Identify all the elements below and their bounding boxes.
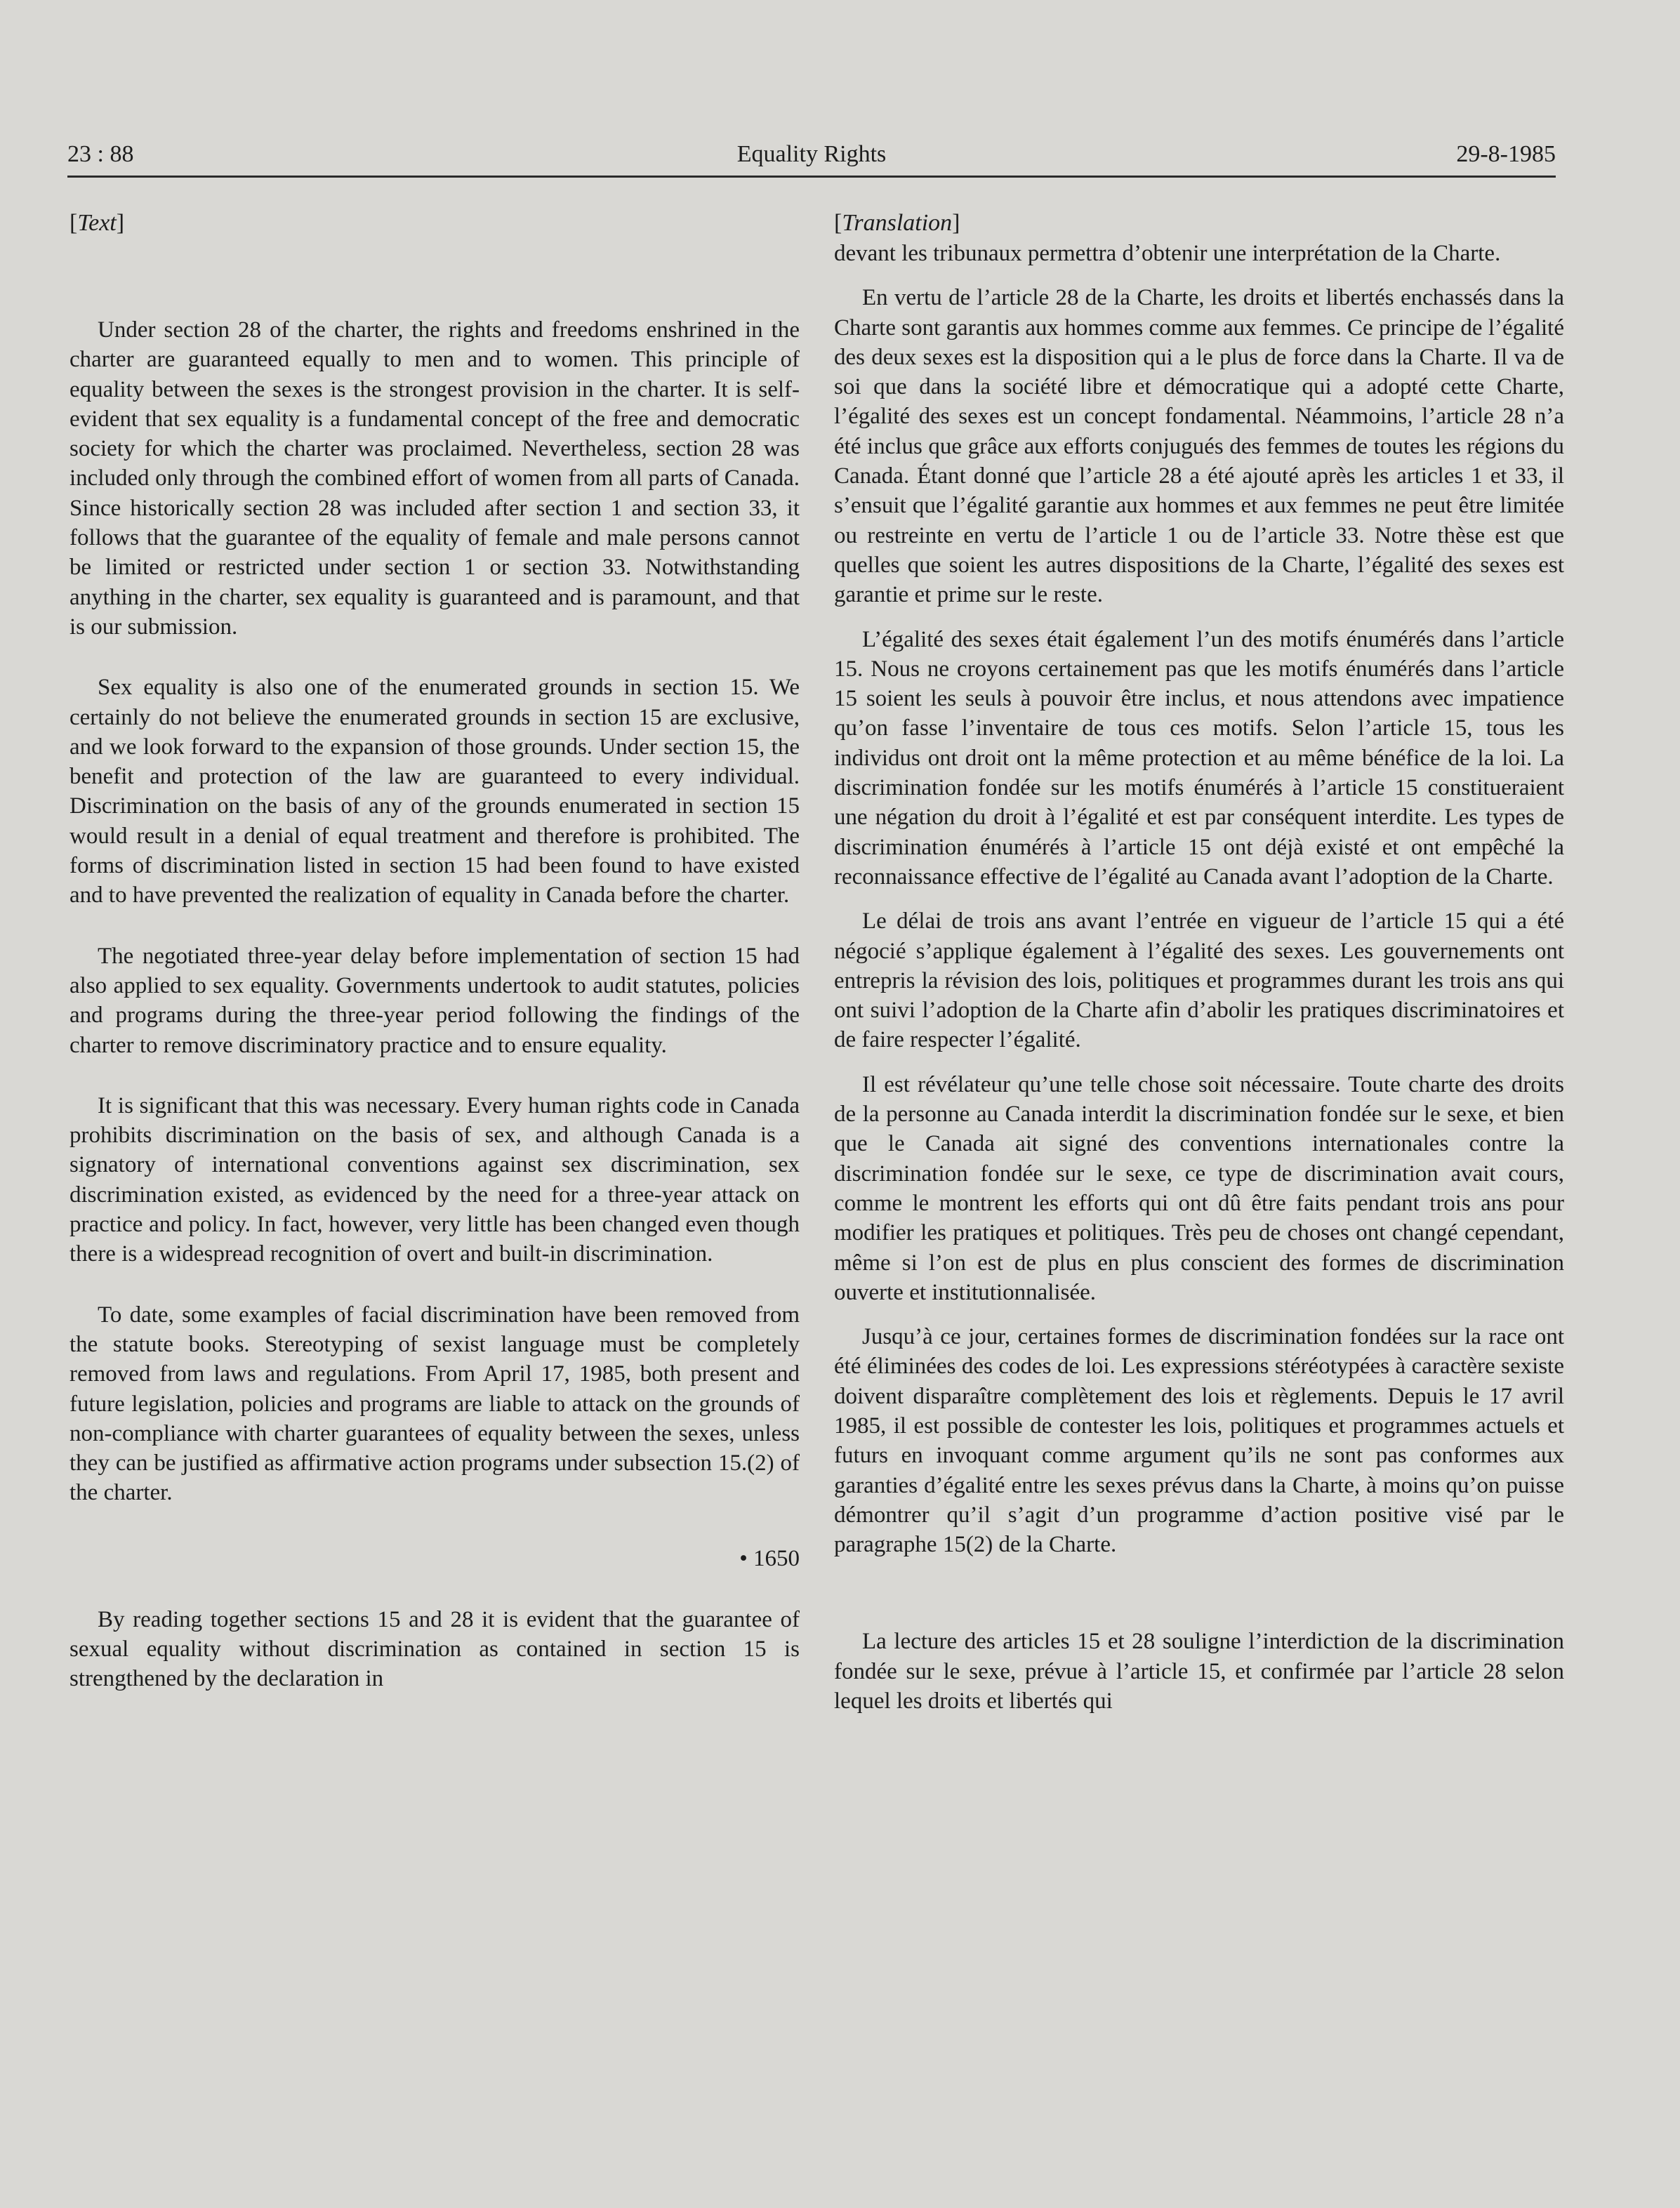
paragraph: Under section 28 of the charter, the rights and freedoms enshrined in the charter are guaranteed equally to men and to women. This principle of equality between the sexes is the strongest provision in the charter. It is self-evident that sex equality is a fundamental concept of the free and democratic society for which the charter was proclaimed. Nevertheless, section 28 was included only through the combined effort of women from all parts of Canada. Since historically section 28 was included after section 1 and section 33, it follows that the guarantee of the equality of female and male persons cannot be limited or restricted under section 1 or section 33. Notwithstanding anything in the charter, sex equality is guaranteed and is paramount, and that is our submission. bbox=[70, 317, 800, 640]
paragraph: The negotiated three-year delay before implementation of section 15 had also applied to sex equality. Governments undertook to audit statutes, policies and programs during the three-year period following the findings of the charter to remove discriminatory practice and to ensure equality. bbox=[70, 943, 800, 1058]
page-header bbox=[67, 139, 1556, 178]
english-text-column bbox=[70, 208, 800, 1694]
paragraph: Sex equality is also one of the enumerated grounds in section 15. We certainly do not believe the enumerated grounds in section 15 are exclusive, and we look forward to the expansion of those grounds. Under section 15, the benefit and protection of the law are guaranteed to every individual. Discrimination on the basis of any of the grounds enumerated in section 15 would result in a denial of equal treatment and therefore is prohibited. The forms of discrimination listed in section 15 had been found to have existed and to have prevented the realization of equality in Canada before the charter. bbox=[70, 675, 800, 908]
paragraph: L’égalité des sexes était également l’un des motifs énumérés dans l’article 15. Nous ne croyons certainement pas que les motifs énumérés dans l’article 15 soient les seuls à pouvoir être inclus, et nous attendons avec impatience qu’on fasse l’inventaire de tous ces motifs. Selon l’article 15, tous les individus ont droit ont la même protection et au même bénéfice de la loi. La discrimination fondée sur les motifs énumérés à l’article 15 constitueraient une négation du droit à l’égalité et est par conséquent interdite. Les types de discrimination énumérés à l’article 15 ont déjà existé et ont empêché la reconnaissance effective de l’égalité au Canada avant l’adoption de la Charte. bbox=[834, 626, 1564, 890]
time-marker: • 1650 bbox=[739, 1545, 800, 1571]
translation-label: [Translation] bbox=[834, 210, 960, 236]
page-number: 23 : 88 bbox=[67, 141, 134, 167]
paragraph: Jusqu’à ce jour, certaines formes de discrimination fondées sur la race ont été éliminées des codes de loi. Les expressions stéréotypées à caractère sexiste doivent disparaître complètement des lois et règlements. Depuis le 17 avril 1985, il est possible de contester les lois, politiques et programmes actuels et futurs en invoquant comme argument qu’ils ne sont pas conformes aux garanties d’égalité entre les sexes prévus dans la Charte, à moins qu’on puisse démontrer qu’il s’agit d’un programme d’action positive visé par le paragraphe 15(2) de la Charte. bbox=[834, 1324, 1564, 1558]
french-translation-column bbox=[834, 208, 1564, 1716]
paragraph: Il est révélateur qu’une telle chose soit nécessaire. Toute charte des droits de la personne au Canada interdit la discrimination fondée sur le sexe, et bien que le Canada ait signé des conventions internationales contre la discrimination fondée sur le sexe, ce type de discrimination avait cours, comme le montrent les efforts qui ont dû être faits pendant trois ans pour modifier les pratiques et politiques. Très peu de choses ont changé cependant, même si l’on est de plus en plus conscient des formes de discrimination ouverte et institutionnalisée. bbox=[834, 1071, 1564, 1305]
text-label: [Text] bbox=[70, 210, 125, 236]
paragraph: By reading together sections 15 and 28 it is evident that the guarantee of sexual equality without discrimination as contained in section 15 is strengthened by the declaration in bbox=[70, 1606, 800, 1692]
paragraph: Le délai de trois ans avant l’entrée en vigueur de l’article 15 qui a été négocié s’applique également à l’égalité des sexes. Les gouvernements ont entrepris la révision des lois, politiques et programmes durant les trois ans qui ont suivi l’adoption de la Charte afin d’abolir les pratiques discriminatoires et de faire respecter l’égalité. bbox=[834, 908, 1564, 1053]
paragraph: To date, some examples of facial discrimination have been removed from the statute books. Stereotyping of sexist language must be completely removed from laws and regulations. From April 17, 1985, both present and future legislation, policies and programs are liable to attack on the grounds of non-compliance with charter guarantees of equality between the sexes, unless they can be justified as affirmative action programs under subsection 15.(2) of the charter. bbox=[70, 1302, 800, 1506]
paragraph: La lecture des articles 15 et 28 souligne l’interdiction de la discrimination fondée sur le sexe, prévue à l’article 15, et confirmée par l’article 28 selon lequel les droits et libertés qui bbox=[834, 1629, 1564, 1714]
header-date: 29-8-1985 bbox=[1456, 141, 1556, 167]
paragraph: It is significant that this was necessary. Every human rights code in Canada prohibits discrimination on the basis of sex, and although Canada is a signatory of international conventions against sex discrimination, sex discrimination existed, as evidenced by the need for a three-year attack on practice and policy. In fact, however, very little has been changed even though there is a widespread recognition of overt and built-in discrimination. bbox=[70, 1092, 800, 1267]
running-title: Equality Rights bbox=[736, 141, 887, 167]
paragraph-continuation: devant les tribunaux permettra d’obtenir une interprétation de la Charte. bbox=[834, 241, 1501, 266]
paragraph: En vertu de l’article 28 de la Charte, les droits et libertés enchassés dans la Charte sont garantis aux hommes comme aux femmes. Ce principe de l’égalité des deux sexes est la disposition qui a le plus de force dans la Charte. Il va de soi que dans la société libre et démocratique qui a adopté cette Charte, l’égalité des sexes est un concept fondamental. Néammoins, l’article 28 n’a été inclus que grâce aux efforts conjugués des femmes de toutes les régions du Canada. Étant donné que l’article 28 a été ajouté après les articles 1 et 33, il s’ensuit que l’égalité garantie aux hommes et aux femmes ne peut être limitée ou restreinte en vertu de l’article 1 ou de l’article 33. Notre thèse est que quelles que soient les autres dispositions de la Charte, l’égalité des sexes est garantie et prime sur le reste. bbox=[834, 285, 1564, 608]
